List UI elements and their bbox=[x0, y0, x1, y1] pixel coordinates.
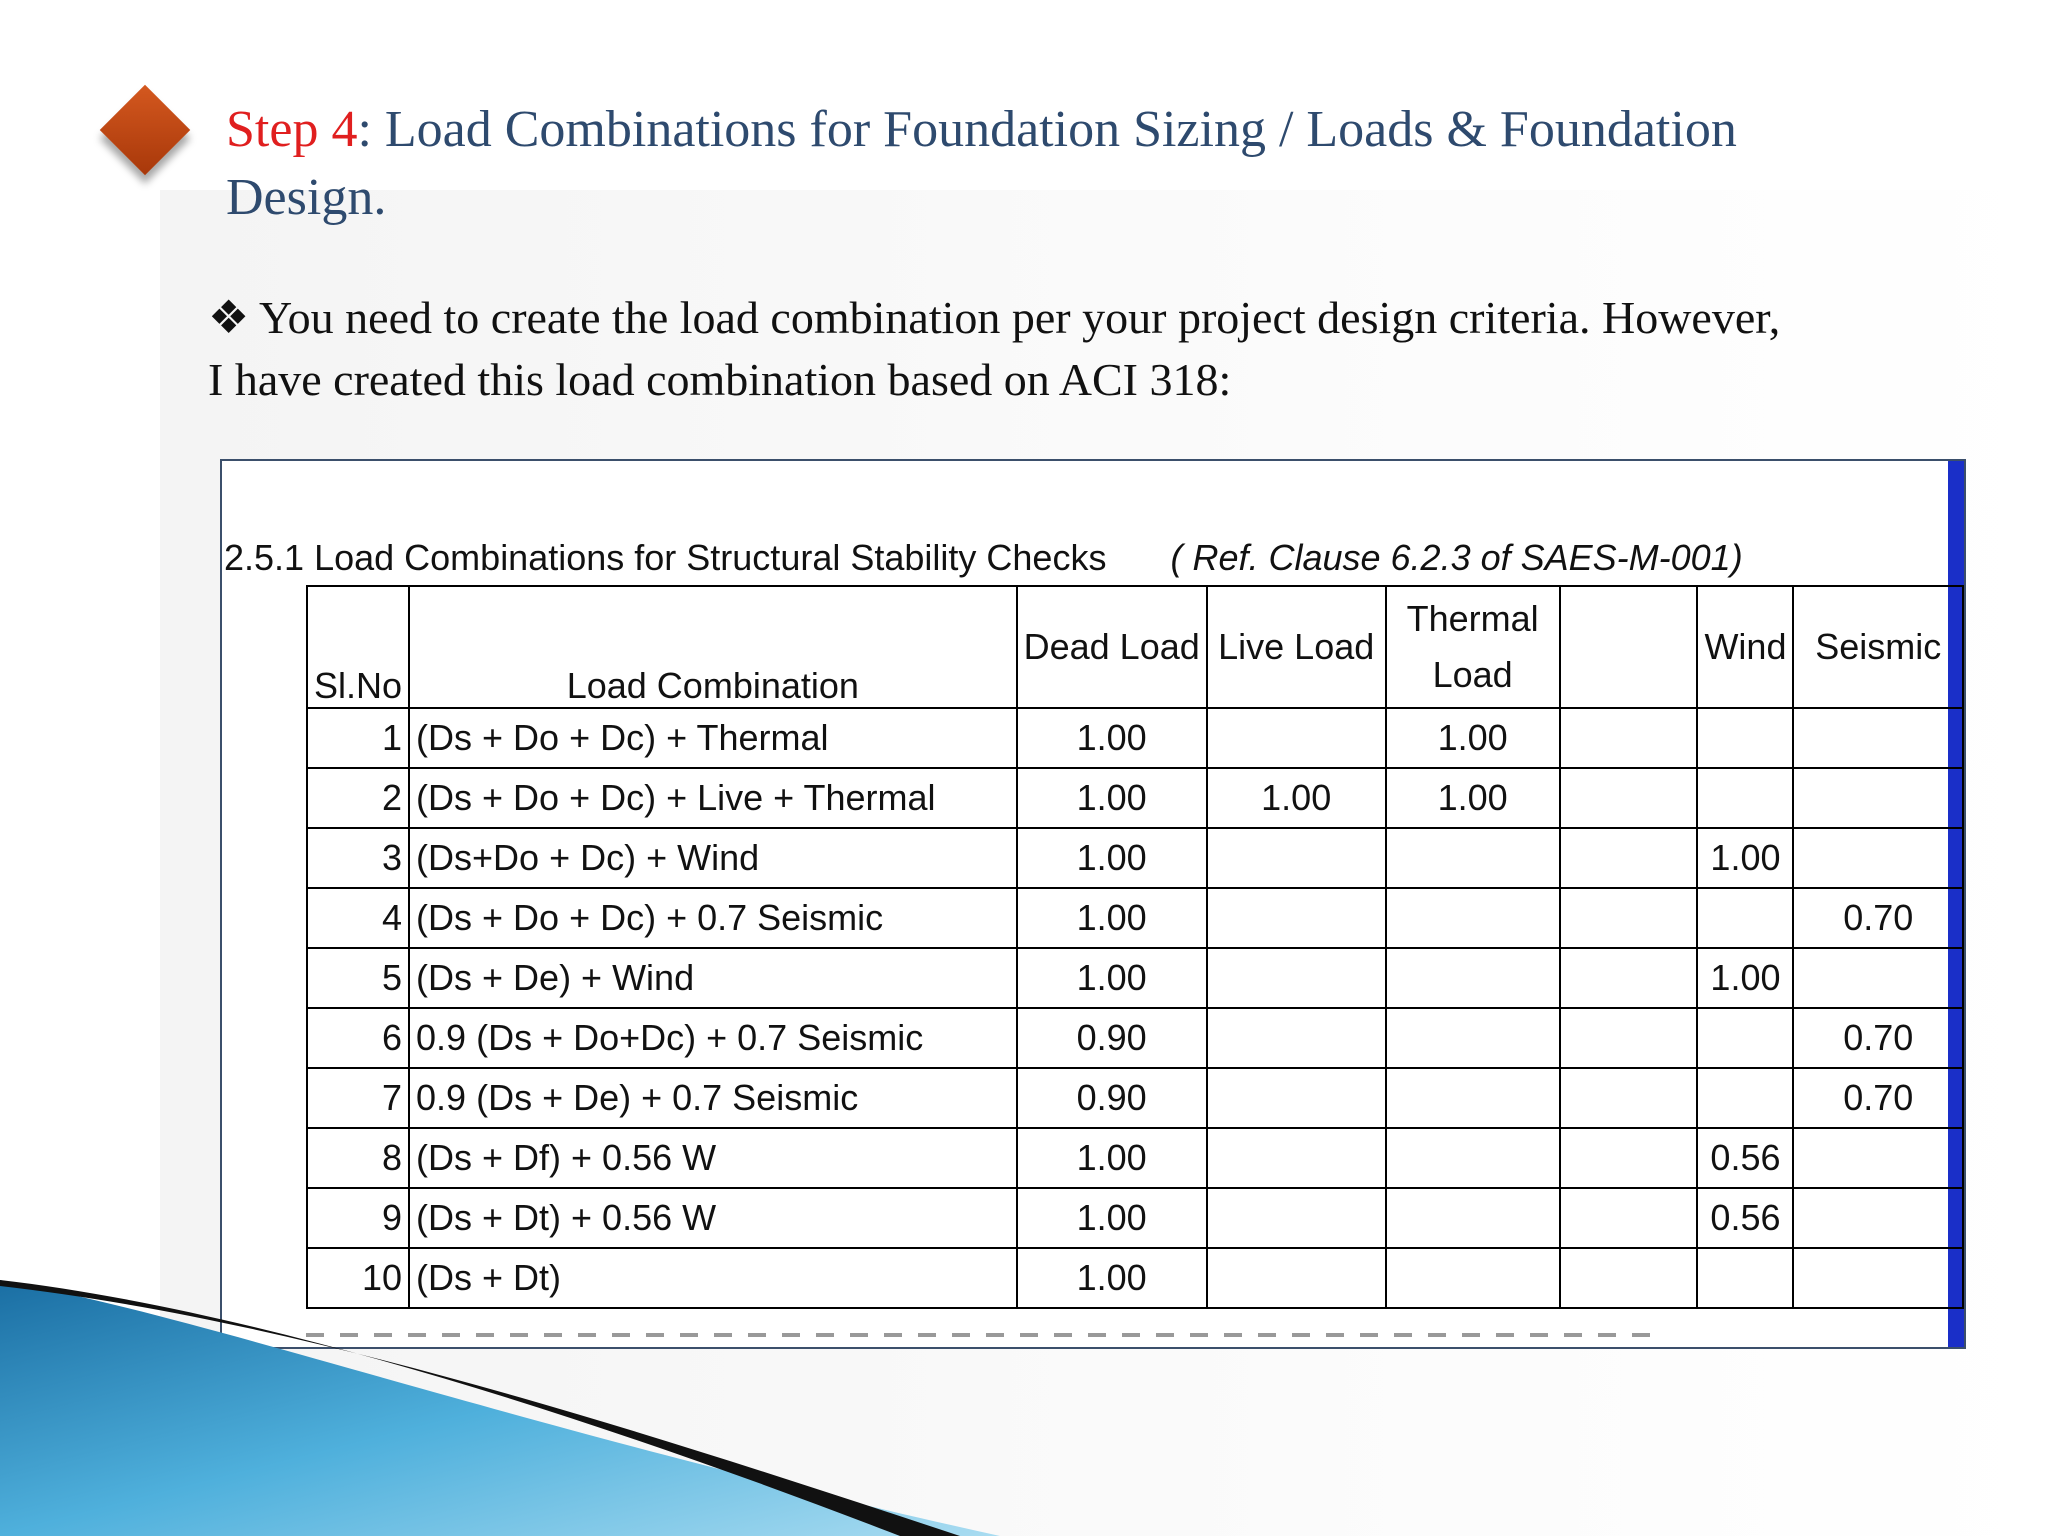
table-screenshot-frame bbox=[220, 459, 1966, 1349]
cell-wind bbox=[1697, 768, 1793, 828]
cell-thermal-load bbox=[1386, 1008, 1560, 1068]
title-step: Step 4 bbox=[226, 101, 358, 158]
table-caption-reference: ( Ref. Clause 6.2.3 of SAES-M-001) bbox=[1170, 537, 1743, 578]
cell-thermal-load bbox=[1386, 1188, 1560, 1248]
cell-dead-load: 1.00 bbox=[1017, 1188, 1207, 1248]
slide-title bbox=[226, 96, 2006, 232]
cell-live-load bbox=[1207, 1188, 1386, 1248]
table-row bbox=[307, 1008, 1963, 1068]
cell-seismic bbox=[1793, 708, 1963, 768]
cell-sl-no: 10 bbox=[307, 1248, 409, 1308]
cell-dead-load: 1.00 bbox=[1017, 1248, 1207, 1308]
cell-load-combination: (Ds + Dt) bbox=[409, 1248, 1017, 1308]
cell-sl-no: 7 bbox=[307, 1068, 409, 1128]
cell-dead-load: 1.00 bbox=[1017, 948, 1207, 1008]
cell-blank bbox=[1560, 768, 1698, 828]
cell-blank bbox=[1560, 1008, 1698, 1068]
cell-thermal-load bbox=[1386, 1248, 1560, 1308]
cell-wind bbox=[1697, 1248, 1793, 1308]
cell-seismic bbox=[1793, 768, 1963, 828]
title-text-line2: Design. bbox=[226, 169, 387, 226]
cell-live-load bbox=[1207, 1068, 1386, 1128]
table-row bbox=[307, 888, 1963, 948]
cell-dead-load: 1.00 bbox=[1017, 708, 1207, 768]
header-blank bbox=[1560, 586, 1698, 708]
cell-blank bbox=[1560, 1248, 1698, 1308]
swoosh-decoration bbox=[0, 1280, 1000, 1536]
cell-load-combination: (Ds + Dt) + 0.56 W bbox=[409, 1188, 1017, 1248]
cell-load-combination: 0.9 (Ds + De) + 0.7 Seismic bbox=[409, 1068, 1017, 1128]
cell-blank bbox=[1560, 888, 1698, 948]
cell-load-combination: (Ds + Do + Dc) + Thermal bbox=[409, 708, 1017, 768]
cell-dead-load: 1.00 bbox=[1017, 768, 1207, 828]
cell-live-load bbox=[1207, 1128, 1386, 1188]
cell-blank bbox=[1560, 1128, 1698, 1188]
cell-thermal-load bbox=[1386, 828, 1560, 888]
cell-thermal-load bbox=[1386, 948, 1560, 1008]
cell-sl-no: 9 bbox=[307, 1188, 409, 1248]
cell-dead-load: 1.00 bbox=[1017, 1128, 1207, 1188]
header-live-load: Live Load bbox=[1207, 586, 1386, 708]
cell-seismic bbox=[1793, 1128, 1963, 1188]
header-thermal-line1: Thermal bbox=[1406, 598, 1539, 639]
cell-wind: 0.56 bbox=[1697, 1188, 1793, 1248]
cell-blank bbox=[1560, 708, 1698, 768]
cell-load-combination: (Ds+Do + Dc) + Wind bbox=[409, 828, 1017, 888]
cell-dead-load: 1.00 bbox=[1017, 888, 1207, 948]
four-diamond-bullet-icon: ❖ bbox=[208, 292, 250, 343]
cell-seismic bbox=[1793, 1188, 1963, 1248]
header-thermal-line2: Load bbox=[1432, 654, 1513, 695]
table-row bbox=[307, 1128, 1963, 1188]
cell-sl-no: 6 bbox=[307, 1008, 409, 1068]
cell-sl-no: 1 bbox=[307, 708, 409, 768]
cell-live-load bbox=[1207, 1008, 1386, 1068]
table-row bbox=[307, 1188, 1963, 1248]
cell-seismic bbox=[1793, 828, 1963, 888]
cell-dead-load: 0.90 bbox=[1017, 1008, 1207, 1068]
table-header-row bbox=[307, 586, 1963, 708]
header-seismic: Seismic bbox=[1793, 586, 1963, 708]
cell-thermal-load: 1.00 bbox=[1386, 768, 1560, 828]
cell-dead-load: 0.90 bbox=[1017, 1068, 1207, 1128]
cell-wind bbox=[1697, 888, 1793, 948]
header-wind: Wind bbox=[1697, 586, 1793, 708]
cell-dead-load: 1.00 bbox=[1017, 828, 1207, 888]
cell-wind: 1.00 bbox=[1697, 948, 1793, 1008]
cell-thermal-load bbox=[1386, 1068, 1560, 1128]
header-sl-no: Sl.No bbox=[307, 586, 409, 708]
cell-sl-no: 5 bbox=[307, 948, 409, 1008]
body-paragraph bbox=[208, 287, 2008, 411]
cell-wind bbox=[1697, 1008, 1793, 1068]
cell-sl-no: 8 bbox=[307, 1128, 409, 1188]
cell-thermal-load bbox=[1386, 888, 1560, 948]
table-body bbox=[307, 708, 1963, 1308]
title-separator: : bbox=[357, 101, 372, 158]
cell-blank bbox=[1560, 1068, 1698, 1128]
table-row bbox=[307, 948, 1963, 1008]
cell-live-load bbox=[1207, 888, 1386, 948]
cell-seismic: 0.70 bbox=[1793, 1008, 1963, 1068]
cell-blank bbox=[1560, 828, 1698, 888]
body-text-line2: I have created this load combination based on ACI 318: bbox=[208, 354, 1232, 405]
table-caption-title: 2.5.1 Load Combinations for Structural Stability Checks bbox=[224, 537, 1107, 578]
cell-load-combination: (Ds + Df) + 0.56 W bbox=[409, 1128, 1017, 1188]
header-thermal-load bbox=[1386, 586, 1560, 708]
cell-load-combination: 0.9 (Ds + Do+Dc) + 0.7 Seismic bbox=[409, 1008, 1017, 1068]
cell-seismic bbox=[1793, 948, 1963, 1008]
cell-live-load: 1.00 bbox=[1207, 768, 1386, 828]
table-row bbox=[307, 828, 1963, 888]
table-caption bbox=[224, 537, 1743, 579]
cell-live-load bbox=[1207, 708, 1386, 768]
cell-load-combination: (Ds + De) + Wind bbox=[409, 948, 1017, 1008]
cell-wind: 1.00 bbox=[1697, 828, 1793, 888]
body-text-line1: You need to create the load combination per your project design criteria. However, bbox=[249, 292, 1781, 343]
load-combinations-table bbox=[306, 585, 1964, 1309]
cell-live-load bbox=[1207, 828, 1386, 888]
cell-blank bbox=[1560, 948, 1698, 1008]
cell-thermal-load: 1.00 bbox=[1386, 708, 1560, 768]
cell-wind: 0.56 bbox=[1697, 1128, 1793, 1188]
table-row bbox=[307, 708, 1963, 768]
table-row bbox=[307, 1068, 1963, 1128]
header-load-combination: Load Combination bbox=[409, 586, 1017, 708]
cell-seismic: 0.70 bbox=[1793, 888, 1963, 948]
cell-sl-no: 3 bbox=[307, 828, 409, 888]
swoosh-blue-shape bbox=[0, 1280, 1000, 1536]
cell-thermal-load bbox=[1386, 1128, 1560, 1188]
cell-seismic bbox=[1793, 1248, 1963, 1308]
cell-load-combination: (Ds + Do + Dc) + 0.7 Seismic bbox=[409, 888, 1017, 948]
table-row bbox=[307, 768, 1963, 828]
cell-sl-no: 4 bbox=[307, 888, 409, 948]
cell-blank bbox=[1560, 1188, 1698, 1248]
cell-wind bbox=[1697, 1068, 1793, 1128]
diamond-bullet-icon bbox=[100, 85, 191, 176]
header-dead-load: Dead Load bbox=[1017, 586, 1207, 708]
cell-wind bbox=[1697, 708, 1793, 768]
cell-sl-no: 2 bbox=[307, 768, 409, 828]
cell-live-load bbox=[1207, 948, 1386, 1008]
cell-seismic: 0.70 bbox=[1793, 1068, 1963, 1128]
cell-live-load bbox=[1207, 1248, 1386, 1308]
cell-load-combination: (Ds + Do + Dc) + Live + Thermal bbox=[409, 768, 1017, 828]
title-text-line1: Load Combinations for Foundation Sizing / Loads & Foundation bbox=[371, 101, 1737, 158]
